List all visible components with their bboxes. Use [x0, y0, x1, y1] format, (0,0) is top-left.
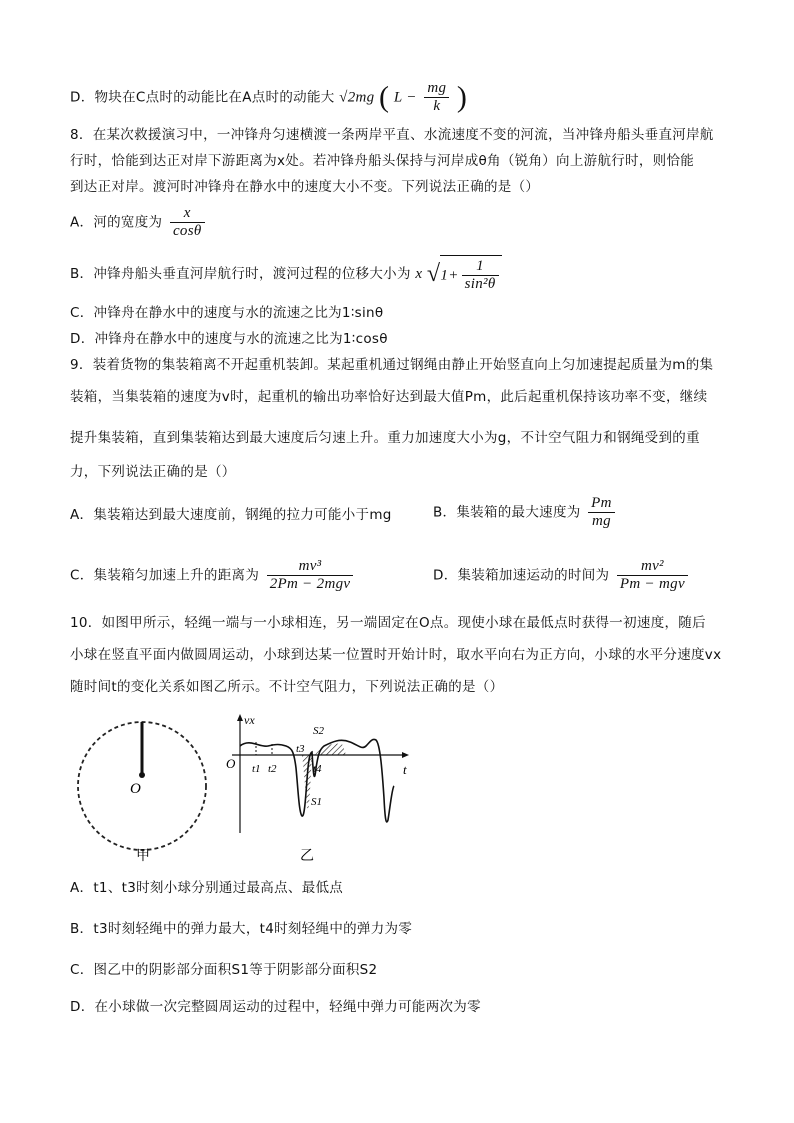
q9-option-b-text: B．集装箱的最大速度为 — [433, 504, 581, 521]
q8-stem-line3: 到达正对岸。渡河时冲锋舟在静水中的速度大小不变。下列说法正确的是（） — [70, 179, 540, 195]
q9-option-c-num: mv³ — [267, 558, 354, 576]
figure-yi-caption: 乙 — [300, 849, 314, 864]
t4-label: t4 — [313, 763, 322, 775]
q9-stem-line3: 提升集装箱，直到集装箱达到最大速度后匀速上升。重力加速度大小为g，不计空气阻力和钢绳受到的重 — [70, 430, 700, 446]
q8-option-b-num: 1 — [462, 258, 499, 276]
q8-option-b-sqrt-sign: √ — [426, 261, 441, 287]
y-axis-label: vx — [244, 713, 255, 727]
q10-option-d: D．在小球做一次完整圆周运动的过程中，轻绳中弹力可能两次为零 — [70, 999, 481, 1015]
q8-option-a-den: cosθ — [172, 223, 202, 239]
q8-option-d: D．冲锋舟在静水中的速度与水的流速之比为1∶cosθ — [70, 331, 388, 347]
q8-option-b-den: sin²θ — [464, 276, 496, 292]
q10-stem-line2: 小球在竖直平面内做圆周运动，小球到达某一位置时开始计时，取水平向右为正方向，小球的水平分速度vx — [70, 647, 722, 663]
q8-option-b-radicand — [440, 255, 501, 293]
q10-option-b: B．t3时刻轻绳中的弹力最大，t4时刻轻绳中的弹力为零 — [70, 921, 413, 937]
q8-option-b-text: B．冲锋舟船头垂直河岸航行时，渡河过程的位移大小为 — [70, 266, 411, 282]
q8-option-c: C．冲锋舟在静水中的速度与水的流速之比为1∶sinθ — [70, 305, 384, 321]
s1-label: S1 — [311, 796, 322, 808]
q8-option-a — [70, 205, 208, 240]
q10-stem-line3: 随时间t的变化关系如图乙所示。不计空气阻力，下列说法正确的是（） — [70, 679, 504, 695]
q8-stem-line2: 行时，恰能到达正对岸下游距离为x处。若冲锋舟船头保持与河岸成θ角（锐角）向上游航行时，则恰能 — [70, 153, 695, 169]
q7-option-d-L: L − — [393, 89, 417, 106]
point-o-label: O — [130, 781, 141, 797]
q9-option-d-fraction — [617, 558, 688, 593]
y-axis-arrow-icon — [237, 714, 243, 721]
q9-stem-line1: 9．装着货物的集装箱离不开起重机装卸。某起重机通过钢绳由静止开始竖直向上匀加速提起质量为m的集 — [70, 357, 714, 373]
q10-option-c: C．图乙中的阴影部分面积S1等于阴影部分面积S2 — [70, 962, 378, 978]
figure-jia-circle-diagram — [68, 715, 218, 865]
vx-curve — [240, 739, 394, 821]
origin-label: O — [226, 756, 236, 771]
t2-label: t2 — [268, 763, 277, 775]
q7-option-d-fraction — [424, 80, 449, 115]
q8-option-a-num: x — [170, 205, 205, 223]
q9-option-d-text: D．集装箱加速运动的时间为 — [433, 567, 610, 584]
q9-option-b — [433, 495, 618, 530]
x-axis-label: t — [403, 762, 407, 777]
q9-option-d — [433, 558, 691, 593]
q7-paren-left: ( — [379, 80, 390, 114]
q7-option-d-sqrt: √2mg — [339, 89, 375, 106]
q9-stem-line2: 装箱，当集装箱的速度为v时，起重机的输出功率恰好达到最大值Pm，此后起重机保持该功率不变，继续 — [70, 389, 708, 405]
q7-frac-num: mg — [424, 80, 449, 98]
q9-option-d-num: mv² — [617, 558, 688, 576]
q9-stem-line4: 力，下列说法正确的是（） — [70, 464, 236, 480]
s2-label: S2 — [313, 725, 324, 737]
q9-option-b-num: Pm — [588, 495, 615, 513]
q9-option-c-fraction — [267, 558, 354, 593]
q8-option-b — [70, 255, 502, 293]
q9-option-b-den: mg — [591, 513, 611, 529]
q9-option-b-fraction — [588, 495, 615, 530]
q8-stem-line1: 8．在某次救援演习中，一冲锋舟匀速横渡一条两岸平直、水流速度不变的河流，当冲锋舟船头垂直河岸航 — [70, 127, 714, 143]
q8-option-b-x: x — [415, 266, 423, 282]
q7-option-d-text: D．物块在C点时的动能比在A点时的动能大 — [70, 89, 335, 106]
q8-option-a-fraction — [170, 205, 205, 240]
figure-yi-vx-t-graph — [220, 708, 420, 868]
t1-label: t1 — [252, 763, 261, 775]
q8-option-b-fraction — [462, 258, 499, 293]
q8-option-a-text: A．河的宽度为 — [70, 214, 163, 231]
q9-option-c — [70, 558, 356, 593]
x-axis-arrow-icon — [402, 752, 409, 758]
q9-option-a: A．集装箱达到最大速度前，钢绳的拉力可能小于mg — [70, 507, 392, 523]
q7-option-d — [70, 80, 467, 115]
t3-label: t3 — [296, 743, 305, 755]
q10-option-a: A．t1、t3时刻小球分别通过最高点、最低点 — [70, 880, 344, 896]
pivot-point-o — [139, 772, 145, 778]
q8-option-b-one: 1+ — [440, 267, 459, 284]
q9-option-d-den: Pm − mgv — [619, 576, 685, 592]
q9-option-c-text: C．集装箱匀加速上升的距离为 — [70, 567, 260, 584]
q7-frac-den: k — [433, 98, 441, 114]
q7-paren-right: ) — [456, 80, 468, 114]
figure-jia-caption: 甲 — [136, 849, 150, 864]
q9-option-c-den: 2Pm − 2mgv — [269, 576, 351, 592]
q10-stem-line1: 10．如图甲所示，轻绳一端与一小球相连，另一端固定在O点。现使小球在最低点时获得一初速度，随后 — [70, 615, 706, 631]
